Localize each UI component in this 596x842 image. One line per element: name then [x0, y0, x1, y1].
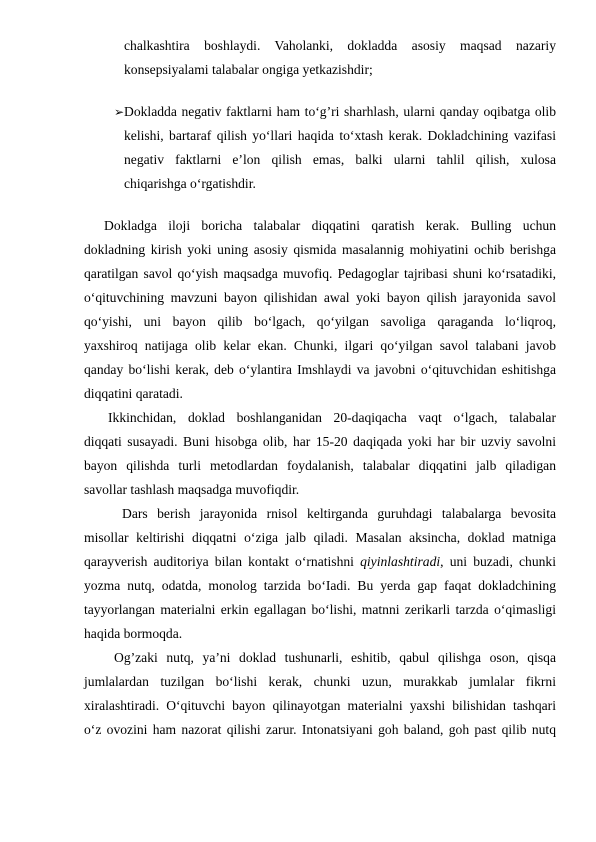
- text-line: Dokladda negativ faktlarni ham to‘g’ri sharhlash, ularni qanday oqibatga olib: [124, 104, 556, 119]
- text-line: o‘z ovozini ham nazorat qilishi zarur. Intonatsiyani goh baland, goh past qilib nutq: [84, 722, 556, 737]
- text-line: bayon qilishda turli metodlardan foydalanish, talabalar diqqatini jalb qiladigan: [84, 458, 556, 473]
- text-line: diqqati susayadi. Buni hisobga olib, har 15-20 daqiqada yoki har bir uzviy savolni: [84, 434, 556, 449]
- text-line: haqida bormoqda.: [84, 626, 183, 641]
- text-line: tayyorlangan materialni erkin egallagan bo‘lishi, matnni zerikarli tarzda o‘qimasligi: [84, 602, 556, 617]
- text-line: negativ faktlarni e’lon qilish emas, balki ularni tahlil qilish, xulosa: [124, 152, 556, 167]
- text-line: yozma nutq, odatda, monolog tarzida bo‘Iadi. Bu yerda gap faqat dokladchining: [84, 578, 556, 593]
- italic-word: qiyinlashtiradi: [360, 554, 441, 569]
- text-line: xiralashtiradi. O‘qituvchi bayon qilinayotgan materialni yaxshi bilishidan tashqari: [84, 698, 556, 713]
- paragraph: [84, 406, 556, 502]
- text-span: qarayverish auditoriya bilan kontakt o‘rnatishni: [84, 554, 361, 569]
- text-span: , uni buzadi, chunki: [440, 554, 556, 569]
- text-line: dokladning kirish yoki uning asosiy qismida masalannig mohiyatini ochib berishga: [84, 242, 556, 257]
- text-line: Og’zaki nutq, ya’ni doklad tushunarli, eshitib, qabul qilishga oson, qisqa: [114, 650, 556, 665]
- bullet-item: [84, 100, 556, 196]
- text-line: konsepsiyalami talabalar ongiga yetkazishdir;: [124, 62, 373, 77]
- paragraph: [84, 646, 556, 742]
- text-line: savollar tashlash maqsadga muvofiqdir.: [84, 482, 300, 497]
- text-line: jumlalardan tuzilgan bo‘lishi kerak, chunki uzun, murakkab jumlalar fikrni: [84, 674, 556, 689]
- text-line: yaxshiroq natijaga olib kelar ekan. Chunki, ilgari qo‘yilgan savol talabani javob: [84, 338, 556, 353]
- text-line: misollar keltirishi diqqatni o‘ziga jalb qiladi. Masalan aksincha, doklad matniga: [84, 530, 556, 545]
- text-line: Dars berish jarayonida rnisol keltirganda guruhdagi talabalarga bevosita: [122, 506, 556, 521]
- text-line: qaratilgan savol qo‘yish maqsadga muvofiq. Pedagoglar tajribasi shuni ko‘rsatadiki,: [84, 266, 556, 281]
- text-line: chiqarishga o‘rgatishdir.: [124, 176, 256, 191]
- text-line: [84, 550, 556, 574]
- text-line: qo‘yishi, uni bayon qilib bo‘lgach, qo‘yilgan savoliga qaraganda lo‘liqroq,: [84, 314, 556, 329]
- text-line: Dokladga iloji boricha talabalar diqqatini qaratish kerak. Bulling uchun: [104, 218, 556, 233]
- text-line: chalkashtira boshlaydi. Vaholanki, dokladda asosiy maqsad nazariy: [124, 38, 556, 53]
- text-line: Ikkinchidan, doklad boshlanganidan 20-daqiqacha vaqt o‘lgach, talabalar: [108, 410, 556, 425]
- text-line: diqqatini qaratadi.: [84, 386, 183, 401]
- text-line: o‘qituvchining mavzuni bayon qilishidan awal yoki bayon qilish jarayonida savol: [84, 290, 556, 305]
- list-continuation: [84, 34, 556, 82]
- paragraph: [84, 502, 556, 646]
- text-line: qanday bo‘lishi kerak, deb o‘ylantira Imshlaydi va javobni o‘qituvchidan eshitishga: [84, 362, 556, 377]
- arrow-bullet-icon: ➢: [114, 105, 125, 119]
- paragraph: [84, 214, 556, 406]
- text-line: kelishi, bartaraf qilish yo‘llari haqida to‘xtash kerak. Dokladchining vazifasi: [124, 128, 556, 143]
